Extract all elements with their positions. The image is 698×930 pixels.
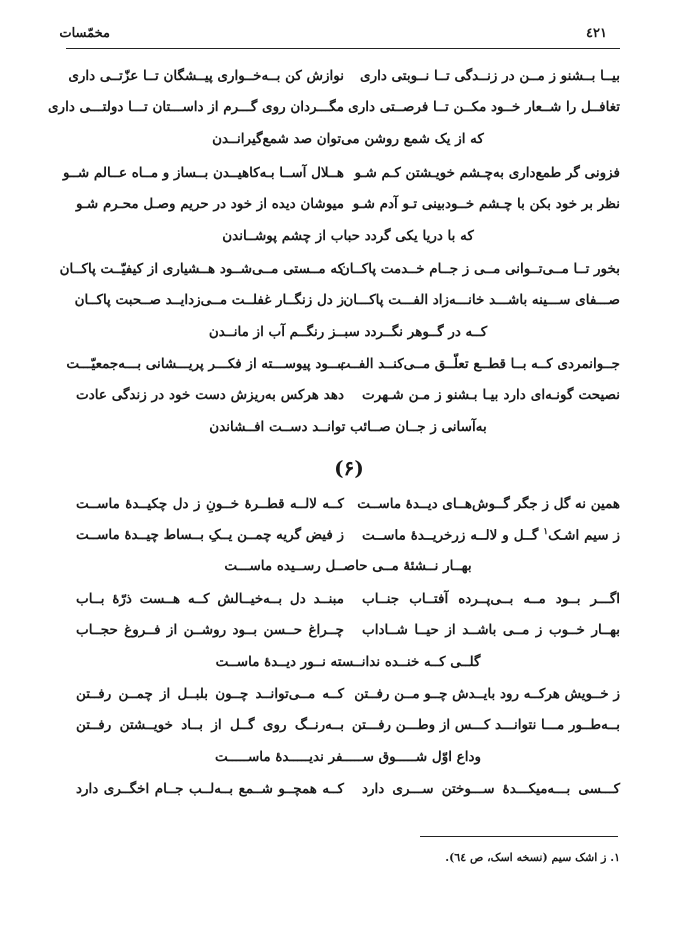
header-rule — [66, 48, 620, 49]
hemistich-right: جــوانمردی کــه بــا قطــع تعلّــق مــی‌کنــد الفــت — [337, 356, 620, 372]
verse-line — [76, 591, 620, 619]
hemistich-left: نوازش کن بــه‌خــواری پیــشگان تــا عزّتــی داری — [68, 68, 344, 84]
hemistich-right: اگـــر بــود مــه بــی‌پــرده آفتــاب جنــاب — [362, 591, 620, 607]
hemistich-left: کــه لالــه قطــرهٔ خــونِ ز دل چکیــدهٔ ماســت — [76, 496, 344, 512]
running-header-title: مخمّسات — [59, 26, 110, 41]
verse-line — [76, 686, 620, 714]
verse-line — [76, 781, 620, 809]
verse-line — [76, 622, 620, 650]
verse-line — [76, 496, 620, 524]
hemistich-right: فزونی گر طمع‌داری به‌چـشم خویـشتن کـم شـو — [354, 165, 620, 181]
hemistich-right: نصیحت گونـه‌ای دارد بیـا بـشنو ز مـن شـهرت — [362, 387, 620, 403]
hemistich-right: نظر بر خود بکن با چـشم خــودبینی تـو آدم شـو — [352, 196, 620, 212]
hemistich-right — [362, 527, 620, 544]
refrain-line — [76, 558, 620, 586]
footnote-marker: ١ — [543, 527, 549, 537]
page-number: ٤٢١ — [586, 26, 607, 41]
hemistich-left: چــراغ حــسن بــود روشــن از فــروغ حجــاب — [76, 622, 344, 638]
hemistich-left: که مــستی مــی‌شــود هــشیاری از کیفیّــت پاکــان — [59, 261, 344, 277]
refrain-line — [76, 654, 620, 682]
hemistich-text: ز سیم اشـک — [548, 527, 620, 544]
verse-line — [68, 68, 620, 96]
refrain-line — [76, 749, 620, 777]
refrain-line — [76, 324, 620, 352]
hemistich-text: گــل و لالــه زرخریــدهٔ ماســت — [362, 527, 544, 544]
hemistich-left: کــه همچــو شــمع بــه‌لــب جــام اخگــری دارد — [76, 781, 344, 797]
hemistich-left: میوشان دیده از خود در حریم وصـل محـرم شـو — [76, 196, 344, 212]
refrain-text: بهــار نــشئهٔ مــی حاصــل رســیده ماســـت — [224, 558, 472, 574]
refrain-line — [76, 419, 620, 447]
verse-line — [76, 292, 620, 320]
verse-line — [62, 165, 620, 193]
refrain-text: که از یک شمع روشن می‌توان صد شمع‌گیرانــدن — [212, 131, 484, 147]
hemistich-left: بــه‌رنــگ روی گــل از بــاد خویــشتن رفــتن — [76, 717, 344, 733]
verse-line — [47, 99, 620, 127]
refrain-text: که با دریا یکی گردد حباب از چشم پوشــاندن — [222, 228, 474, 244]
hemistich-right: بیــا بــشنو ز مــن در زنــدگی تــا نــوبتی داری — [360, 68, 620, 84]
hemistich-left: هــلال آســا بـه‌کاهیــدن بــساز و مــاه عــالم شــو — [62, 165, 344, 181]
hemistich-left: کــه مــی‌توانــد چــون بلبــل از چمــن رفــتن — [76, 686, 344, 702]
verse-line — [76, 527, 620, 555]
hemistich-right: کـــسی بـــه‌میکـــدهٔ ســـوختن ســـری دارد — [362, 781, 620, 797]
hemistich-left: مگـــردان روی گـــرم از داســـتان تـــا دولتـــی داری — [47, 99, 344, 115]
verse-line — [76, 717, 620, 745]
refrain-line — [76, 228, 620, 256]
verse-line — [76, 196, 620, 224]
hemistich-right: ز خــویش هرکــه رود بایــدش چــو مــن رفــتن — [354, 686, 620, 702]
poem-number-heading: (۶) — [334, 456, 364, 480]
footnote-rule — [420, 836, 618, 837]
hemistich-left: مبنــد دل بــه‌خیــالش کــه هــست ذرّهٔ بــاب — [76, 591, 344, 607]
hemistich-left: ز فیض گریه چمــن یــکِ بــساط چیــدهٔ ماســت — [75, 527, 344, 543]
hemistich-right: صـــفای ســـینه باشـــد خانـــه‌زاد الفـــت پاکـــان — [343, 292, 620, 308]
hemistich-left: دهد هرکس به‌ریزش دست خود در زندگی عادت — [76, 387, 344, 403]
hemistich-right: بــه‌طــور مـــا نتوانـــد کـــس از وطـــن رفـــتن — [351, 717, 620, 733]
verse-line — [59, 261, 620, 289]
verse-line — [76, 387, 620, 415]
refrain-text: کــه در گــوهر نگــردد سبــز رنگــم آب از مانــدن — [208, 324, 488, 340]
hemistich-left: ز دل زنگــار غفلــت مــی‌زدایــد صــحبت پاکــان — [74, 292, 344, 308]
hemistich-left: بـــود پیوســـته از فکـــر پریـــشانی بـــه‌جمعیّـــت — [66, 356, 344, 372]
refrain-text: وداع اوّل شـــــوق ســـــفر ندیـــــدهٔ ماســـــت — [214, 749, 482, 765]
refrain-line — [76, 131, 620, 159]
refrain-text: به‌آسانی ز جــان صــائب توانــد دســت افــشاندن — [209, 419, 487, 435]
verse-line — [66, 356, 620, 384]
hemistich-right: بهــار خــوب ز مــی باشــد از حیــا شــاداب — [362, 622, 620, 638]
refrain-text: گلــی کــه خنــده ندانــسته نــور دیــدهٔ ماســت — [215, 654, 481, 670]
hemistich-right: بخور تــا مــی‌تــوانی مــی ز جــام خــدمت پاکــان — [339, 261, 620, 277]
hemistich-right: همین نه گل ز جگر گــوش‌هــای دیــدهٔ ماســت — [357, 496, 620, 512]
hemistich-right: تغافــل را شــعار خــود مکــن تــا فرصــتی داری — [348, 99, 620, 115]
footnote: ١. ز اشک سیم (نسخه اسک، ص ٦٤). — [445, 851, 620, 864]
